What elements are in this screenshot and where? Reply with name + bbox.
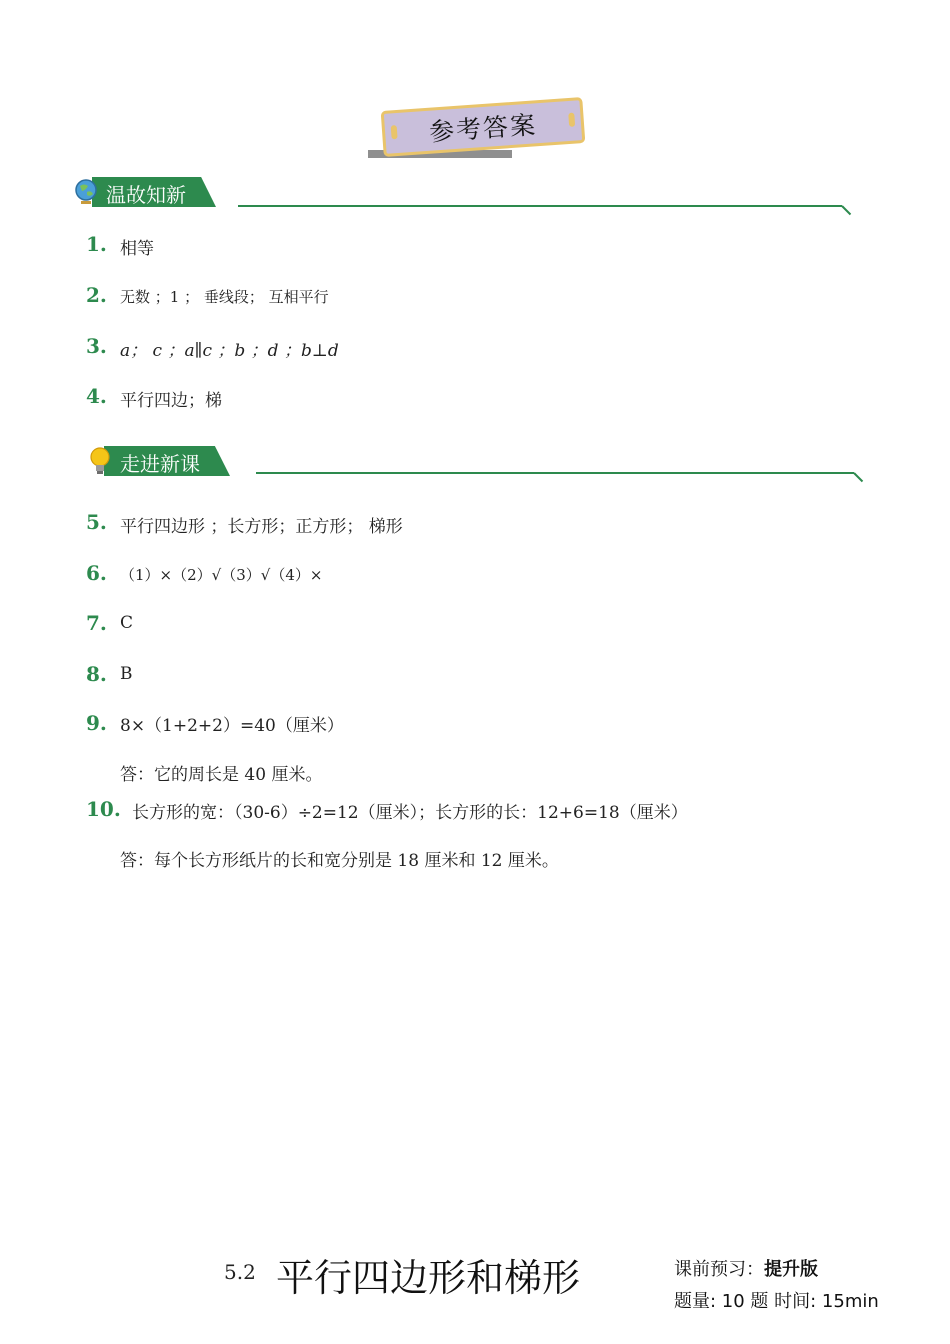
list-item: [86, 283, 329, 307]
section-rule-hook: [841, 205, 851, 215]
item-text: a； c ；a∥c ；b ；d ；b⊥d: [120, 341, 339, 361]
list-item: [86, 797, 688, 823]
preview-label: 课前预习：: [674, 1259, 764, 1280]
item-text: 无数 ；1 ； 垂线段； 互相平行: [120, 288, 329, 306]
preview-label-line: [674, 1255, 818, 1281]
badge-dot-right: [568, 113, 575, 127]
list-item: [86, 611, 134, 635]
list-item: [86, 510, 403, 537]
section-header-review: [72, 177, 852, 207]
item-number: 1.: [86, 232, 107, 256]
list-item: [86, 561, 323, 585]
level-label: 提升版: [764, 1259, 818, 1280]
list-item: [86, 711, 344, 736]
stats-line: 题量: 10 题 时间: 15min: [674, 1291, 879, 1312]
section-rule: [256, 472, 854, 474]
item-text: （1）×（2）√（3）√（4）×: [120, 566, 323, 584]
item-text: 相等: [120, 239, 154, 259]
item-text: 平行四边形 ；长方形；正方形； 梯形: [120, 517, 403, 537]
item-text: 8×（1+2+2）=40（厘米）: [120, 716, 344, 736]
title-badge-text: 参考答案: [428, 110, 538, 147]
title-badge: [381, 97, 586, 157]
lesson-title: 平行四边形和梯形: [276, 1256, 581, 1300]
item-number: 4.: [86, 384, 107, 408]
item-text: 长方形的宽：（30-6）÷2=12（厘米）；长方形的长：12+6=18（厘米）: [132, 803, 688, 823]
item-number: 6.: [86, 561, 107, 585]
item-number: 9.: [86, 711, 107, 735]
globe-icon: [72, 177, 102, 207]
item-number: 7.: [86, 611, 107, 635]
list-item: [86, 384, 222, 411]
section-header-new-lesson: [86, 446, 866, 476]
item-text: 平行四边；梯: [120, 391, 222, 411]
section-number: 5.2: [224, 1260, 256, 1284]
item-number: 10.: [86, 797, 121, 821]
section-title: 温故知新: [106, 183, 186, 207]
list-item: [86, 232, 154, 259]
item-number: 2.: [86, 283, 107, 307]
section-title: 走进新课: [120, 452, 200, 476]
answer-text: 答：它的周长是 40 厘米。: [120, 765, 323, 785]
item-number: 3.: [86, 334, 107, 358]
item-text: B: [120, 664, 133, 684]
answer-text: 答：每个长方形纸片的长和宽分别是 18 厘米和 12 厘米。: [120, 851, 559, 871]
section-rule: [238, 205, 842, 207]
item-text: C: [120, 613, 134, 633]
item-number: 5.: [86, 510, 107, 534]
lightbulb-icon: [86, 446, 114, 476]
badge-dot-left: [391, 125, 398, 139]
list-item: [86, 662, 133, 686]
section-rule-hook: [853, 472, 863, 482]
item-number: 8.: [86, 662, 107, 686]
list-item: [86, 334, 339, 361]
